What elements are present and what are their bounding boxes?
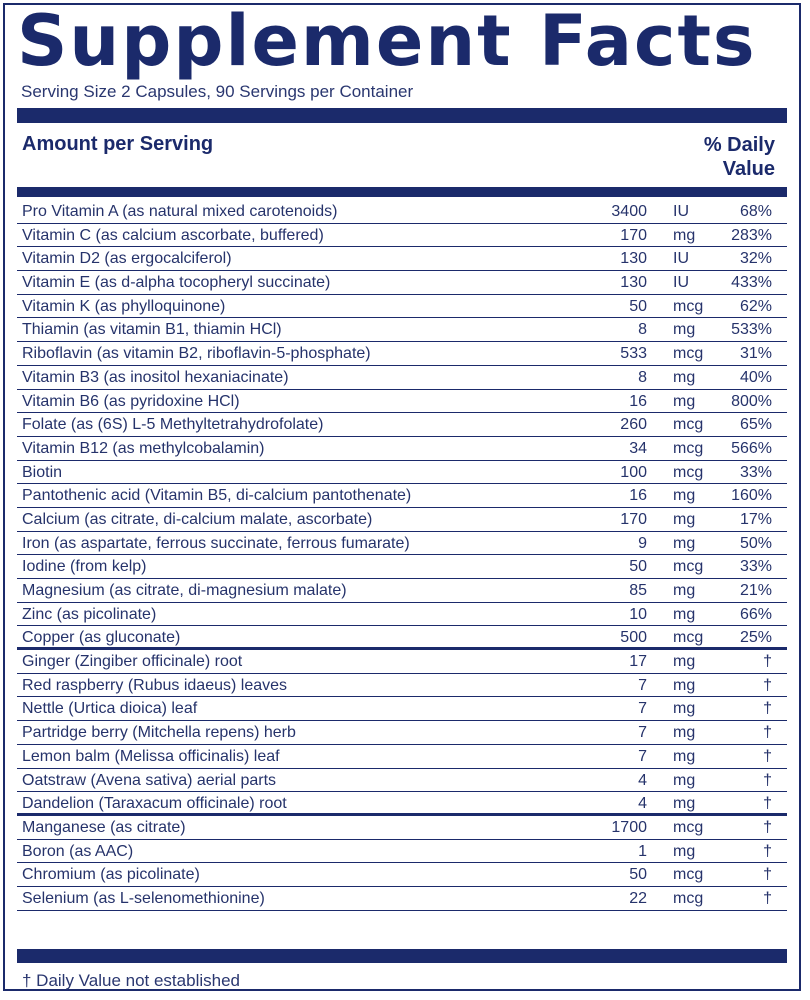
nutrient-unit: mcg (673, 345, 704, 363)
nutrient-unit: mg (673, 747, 696, 765)
thick-divider-top (17, 108, 787, 123)
nutrient-daily-value: 800% (731, 392, 772, 410)
nutrient-unit: IU (673, 274, 689, 292)
nutrient-amount: 85 (629, 582, 647, 599)
nutrient-daily-value: † (763, 653, 772, 671)
nutrient-unit: mg (673, 582, 696, 599)
table-row (17, 697, 787, 721)
table-row (17, 579, 787, 603)
nutrient-daily-value: 33% (739, 558, 772, 576)
nutrient-daily-value: 68% (739, 203, 772, 220)
table-row (17, 887, 787, 911)
nutrient-daily-value: 33% (739, 463, 772, 481)
table-row (17, 318, 787, 342)
nutrient-daily-value: † (763, 771, 772, 789)
table-row (17, 840, 787, 864)
nutrient-amount: 130 (620, 250, 647, 268)
nutrient-name: Riboflavin (as vitamin B2, riboflavin-5-phosphate) (22, 345, 371, 363)
nutrient-daily-value: 566% (731, 439, 772, 457)
nutrient-name: Dandelion (Taraxacum officinale) root (22, 795, 287, 813)
nutrient-amount: 4 (638, 795, 647, 813)
nutrient-name: Vitamin C (as calcium ascorbate, buffered) (22, 226, 324, 244)
nutrient-name: Vitamin B6 (as pyridoxine HCl) (22, 392, 240, 410)
nutrient-name: Partridge berry (Mitchella repens) herb (22, 724, 296, 742)
nutrient-unit: mg (673, 392, 696, 410)
nutrient-name: Nettle (Urtica dioica) leaf (22, 700, 198, 718)
thick-divider-bottom (17, 949, 787, 963)
nutrient-unit: mg (673, 510, 696, 528)
nutrient-amount: 22 (629, 889, 647, 907)
nutrient-amount: 7 (638, 676, 647, 694)
nutrient-amount: 100 (620, 463, 647, 481)
serving-info: Serving Size 2 Capsules, 90 Servings per Container (21, 82, 414, 101)
nutrient-amount: 170 (620, 510, 647, 528)
nutrient-name: Copper (as gluconate) (22, 629, 181, 647)
nutrient-amount: 8 (638, 368, 647, 386)
nutrient-amount: 50 (629, 297, 647, 315)
nutrient-unit: mcg (673, 866, 704, 884)
nutrient-daily-value: 283% (731, 226, 772, 244)
nutrient-daily-value: 32% (739, 250, 772, 268)
nutrient-name: Red raspberry (Rubus idaeus) leaves (22, 676, 288, 694)
nutrient-amount: 50 (629, 866, 647, 884)
nutrient-amount: 16 (629, 392, 647, 410)
nutrient-daily-value: † (763, 866, 772, 884)
table-row (17, 271, 787, 295)
nutrient-unit: mg (673, 487, 696, 505)
nutrient-daily-value: † (763, 724, 772, 742)
table-row (17, 863, 787, 887)
nutrient-unit: mcg (673, 558, 704, 576)
table-row (17, 342, 787, 366)
table-row (17, 247, 787, 271)
table-row (17, 390, 787, 414)
table-row (17, 792, 787, 816)
nutrient-daily-value: † (763, 747, 772, 765)
nutrient-unit: mcg (673, 889, 704, 907)
nutrient-unit: mg (673, 795, 696, 813)
nutrient-unit: mg (673, 605, 696, 623)
nutrient-name: Calcium (as citrate, di-calcium malate, ascorbate) (22, 510, 373, 528)
table-row (17, 721, 787, 745)
nutrient-amount: 34 (629, 439, 647, 457)
nutrient-unit: mg (673, 226, 696, 244)
nutrient-daily-value: 66% (739, 605, 772, 623)
table-row (17, 674, 787, 698)
nutrient-unit: mcg (673, 463, 704, 481)
nutrient-amount: 16 (629, 487, 647, 505)
table-row (17, 461, 787, 485)
nutrient-name: Zinc (as picolinate) (22, 605, 157, 623)
nutrient-amount: 17 (629, 653, 647, 671)
thick-divider-header (17, 187, 787, 197)
table-row (17, 295, 787, 319)
table-row (17, 413, 787, 437)
nutrient-name: Vitamin E (as d-alpha tocopheryl succinate) (22, 274, 331, 292)
nutrient-unit: mg (673, 321, 696, 339)
nutrient-unit: mg (673, 368, 696, 386)
nutrient-name: Thiamin (as vitamin B1, thiamin HCl) (22, 321, 282, 339)
daily-value-header-line2: Value (722, 158, 775, 180)
nutrient-name: Vitamin B12 (as methylcobalamin) (22, 439, 265, 457)
nutrient-name: Selenium (as L-selenomethionine) (22, 889, 265, 907)
footnote: † Daily Value not established (22, 971, 240, 990)
table-row (17, 603, 787, 627)
table-row (17, 626, 787, 650)
nutrient-amount: 1 (638, 842, 647, 860)
nutrient-amount: 500 (620, 629, 647, 647)
nutrient-name: Pro Vitamin A (as natural mixed carotenoids) (22, 203, 338, 220)
nutrient-unit: mcg (673, 416, 704, 434)
table-row (17, 508, 787, 532)
nutrient-daily-value: 25% (739, 629, 772, 647)
nutrient-unit: mg (673, 724, 696, 742)
nutrient-daily-value: 533% (731, 321, 772, 339)
table-row (17, 532, 787, 556)
nutrient-name: Iron (as aspartate, ferrous succinate, ferrous fumarate) (22, 534, 410, 552)
nutrient-name: Magnesium (as citrate, di-magnesium malate) (22, 582, 347, 599)
nutrient-amount: 1700 (611, 818, 647, 836)
nutrient-unit: mg (673, 653, 696, 671)
supplement-facts-panel (3, 0, 801, 991)
daily-value-header-line1: % Daily (703, 134, 775, 156)
nutrient-daily-value: 433% (731, 274, 772, 292)
nutrient-daily-value: † (763, 818, 772, 836)
nutrient-name: Pantothenic acid (Vitamin B5, di-calcium pantothenate) (22, 487, 412, 505)
table-row (17, 816, 787, 840)
nutrient-daily-value: 160% (731, 487, 772, 505)
nutrient-name: Biotin (22, 463, 63, 481)
nutrient-daily-value: 31% (739, 345, 772, 363)
nutrient-name: Oatstraw (Avena sativa) aerial parts (22, 771, 277, 789)
nutrient-unit: IU (673, 203, 689, 220)
nutrient-amount: 260 (620, 416, 647, 434)
nutrient-unit: mcg (673, 629, 704, 647)
nutrient-amount: 4 (638, 771, 647, 789)
nutrient-amount: 7 (638, 700, 647, 718)
table-row (17, 437, 787, 461)
nutrient-unit: IU (673, 250, 689, 268)
nutrient-amount: 170 (620, 226, 647, 244)
nutrient-amount: 3400 (611, 203, 647, 220)
table-row (17, 484, 787, 508)
nutrient-unit: mg (673, 534, 696, 552)
nutrient-amount: 8 (638, 321, 647, 339)
nutrient-table (17, 200, 787, 911)
nutrient-name: Lemon balm (Melissa officinalis) leaf (22, 747, 280, 765)
nutrient-daily-value: 65% (739, 416, 772, 434)
nutrient-amount: 130 (620, 274, 647, 292)
nutrient-daily-value: 50% (739, 534, 772, 552)
nutrient-unit: mcg (673, 439, 704, 457)
table-row (17, 224, 787, 248)
nutrient-daily-value: 62% (739, 297, 772, 315)
nutrient-daily-value: † (763, 889, 772, 907)
nutrient-name: Iodine (from kelp) (22, 558, 147, 576)
table-row (17, 555, 787, 579)
table-row (17, 200, 787, 224)
nutrient-name: Chromium (as picolinate) (22, 866, 200, 884)
nutrient-unit: mcg (673, 818, 704, 836)
nutrient-amount: 7 (638, 724, 647, 742)
nutrient-unit: mg (673, 700, 696, 718)
table-row (17, 745, 787, 769)
nutrient-amount: 10 (629, 605, 647, 623)
nutrient-daily-value: † (763, 842, 772, 860)
daily-value-header (704, 133, 775, 181)
amount-per-serving-header: Amount per Serving (22, 133, 214, 155)
nutrient-amount: 50 (629, 558, 647, 576)
nutrient-name: Folate (as (6S) L-5 Methyltetrahydrofolate) (22, 416, 324, 434)
nutrient-name: Vitamin K (as phylloquinone) (22, 297, 226, 315)
nutrient-amount: 9 (638, 534, 647, 552)
nutrient-amount: 7 (638, 747, 647, 765)
panel-title: Supplement Facts (17, 0, 757, 82)
table-row (17, 366, 787, 390)
nutrient-name: Ginger (Zingiber officinale) root (22, 653, 243, 671)
nutrient-daily-value: 17% (739, 510, 772, 528)
nutrient-unit: mg (673, 676, 696, 694)
table-row (17, 769, 787, 793)
table-row (17, 650, 787, 674)
nutrient-daily-value: 21% (739, 582, 772, 599)
nutrient-name: Manganese (as citrate) (22, 818, 186, 836)
nutrient-unit: mg (673, 842, 696, 860)
nutrient-unit: mg (673, 771, 696, 789)
nutrient-daily-value: † (763, 700, 772, 718)
nutrient-daily-value: † (763, 795, 772, 813)
nutrient-daily-value: 40% (739, 368, 772, 386)
nutrient-unit: mcg (673, 297, 704, 315)
nutrient-amount: 533 (620, 345, 647, 363)
nutrient-daily-value: † (763, 676, 772, 694)
nutrient-name: Vitamin B3 (as inositol hexaniacinate) (22, 368, 289, 386)
nutrient-name: Boron (as AAC) (22, 842, 134, 860)
nutrient-name: Vitamin D2 (as ergocalciferol) (22, 250, 232, 268)
